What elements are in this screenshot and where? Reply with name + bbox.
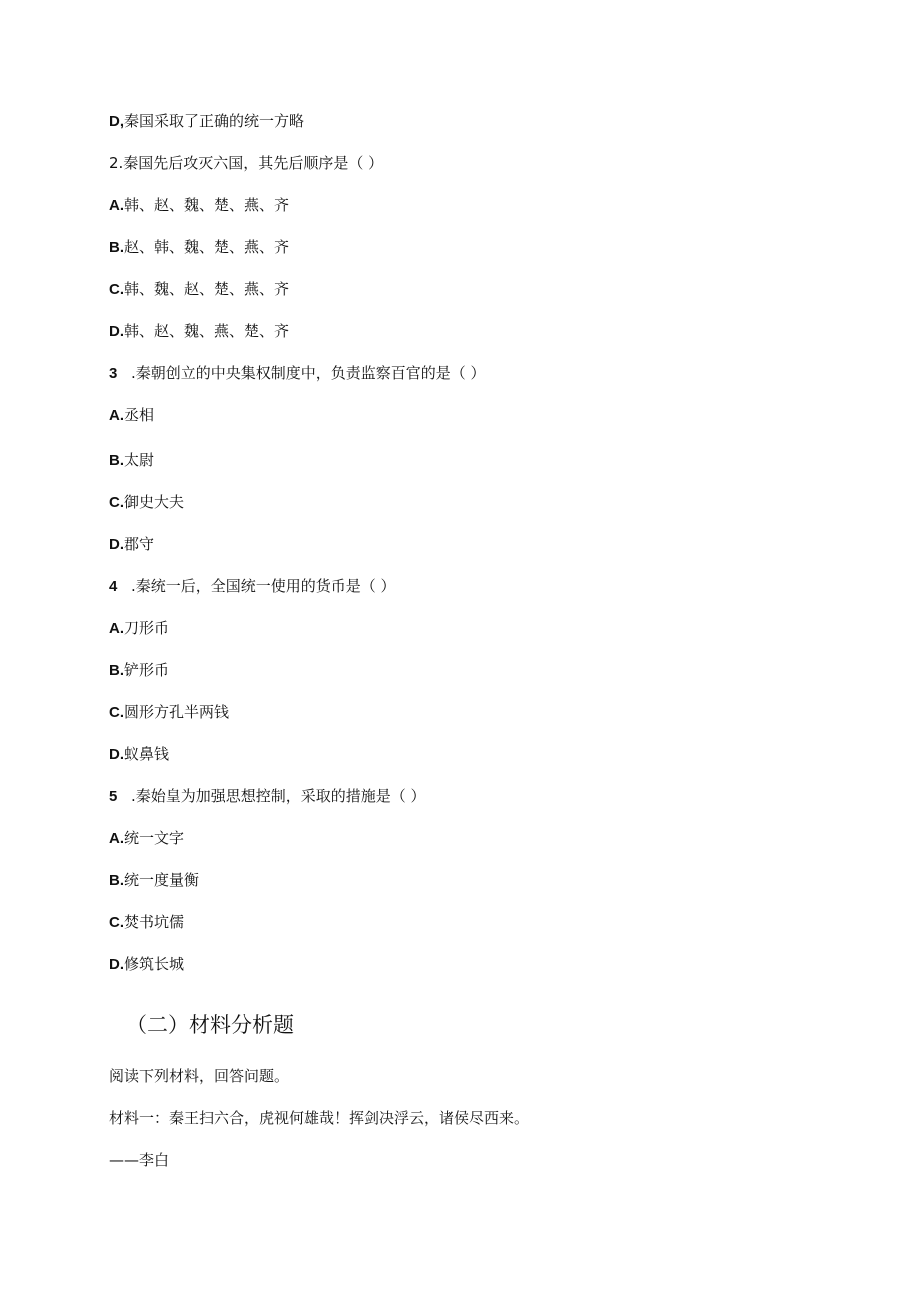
question-number: 5 <box>109 788 118 805</box>
q2-stem: 2.秦国先后攻灭六国，其先后顺序是（ ） <box>109 154 384 172</box>
option-text: 韩、赵、魏、楚、燕、齐 <box>124 196 290 214</box>
q4-option-d <box>109 744 169 765</box>
q3-option-c <box>109 492 184 513</box>
q5-option-c <box>109 912 184 933</box>
question-text: .秦统一后，全国统一使用的货币是（ ） <box>131 577 396 595</box>
q4-option-a <box>109 618 169 639</box>
option-prefix: D. <box>109 536 124 553</box>
q2-option-d <box>109 321 289 342</box>
option-text: 蚁鼻钱 <box>124 745 170 763</box>
q5-stem <box>109 786 426 807</box>
option-prefix: D. <box>109 956 124 973</box>
option-prefix: B. <box>109 239 124 256</box>
q2-option-a <box>109 195 289 216</box>
material-attribution: ——李白 <box>109 1151 170 1169</box>
question-text: .秦朝创立的中央集权制度中，负责监察百官的是（ ） <box>131 364 486 382</box>
option-prefix: C. <box>109 704 124 721</box>
option-prefix: A. <box>109 830 124 847</box>
option-prefix: C. <box>109 914 124 931</box>
section-heading: （二）材料分析题 <box>126 1013 294 1037</box>
q4-option-c <box>109 702 229 723</box>
option-text: 秦国采取了正确的统一方略 <box>124 112 305 130</box>
q4-stem <box>109 576 396 597</box>
option-prefix: C. <box>109 494 124 511</box>
option-prefix: A. <box>109 620 124 637</box>
q5-option-d <box>109 954 184 975</box>
q5-option-b <box>109 870 199 891</box>
option-prefix: D, <box>109 113 124 130</box>
q2-option-c <box>109 279 289 300</box>
option-prefix: A. <box>109 407 124 424</box>
option-prefix: D. <box>109 323 124 340</box>
q4-option-b <box>109 660 169 681</box>
option-text: 韩、赵、魏、燕、楚、齐 <box>124 322 290 340</box>
question-text: .秦始皇为加强思想控制，采取的措施是（ ） <box>131 787 426 805</box>
q1-option-d <box>109 111 304 132</box>
option-prefix: D. <box>109 746 124 763</box>
option-text: 刀形币 <box>124 619 170 637</box>
question-number: 4 <box>109 578 118 595</box>
option-text: 郡守 <box>124 535 155 553</box>
option-text: 御史大夫 <box>124 493 185 511</box>
option-text: 丞相 <box>124 406 155 424</box>
option-prefix: A. <box>109 197 124 214</box>
option-prefix: B. <box>109 872 124 889</box>
option-text: 圆形方孔半两钱 <box>124 703 230 721</box>
option-prefix: B. <box>109 452 124 469</box>
option-text: 铲形币 <box>124 661 170 679</box>
option-text: 太尉 <box>124 451 155 469</box>
option-prefix: B. <box>109 662 124 679</box>
option-prefix: C. <box>109 281 124 298</box>
section-instruction: 阅读下列材料，回答问题。 <box>109 1067 290 1085</box>
q3-option-b <box>109 450 154 471</box>
option-text: 统一度量衡 <box>124 871 200 889</box>
option-text: 赵、韩、魏、楚、燕、齐 <box>124 238 290 256</box>
q3-option-d <box>109 534 154 555</box>
q5-option-a <box>109 828 184 849</box>
option-text: 焚书坑儒 <box>124 913 185 931</box>
q3-option-a <box>109 405 154 426</box>
material-one: 材料一：秦王扫六合，虎视何雄哉！挥剑决浮云，诸侯尽西来。 <box>109 1109 530 1127</box>
option-text: 统一文字 <box>124 829 185 847</box>
option-text: 修筑长城 <box>124 955 185 973</box>
q2-option-b <box>109 237 289 258</box>
q3-stem <box>109 363 486 384</box>
option-text: 韩、魏、赵、楚、燕、齐 <box>124 280 290 298</box>
question-number: 3 <box>109 365 118 382</box>
